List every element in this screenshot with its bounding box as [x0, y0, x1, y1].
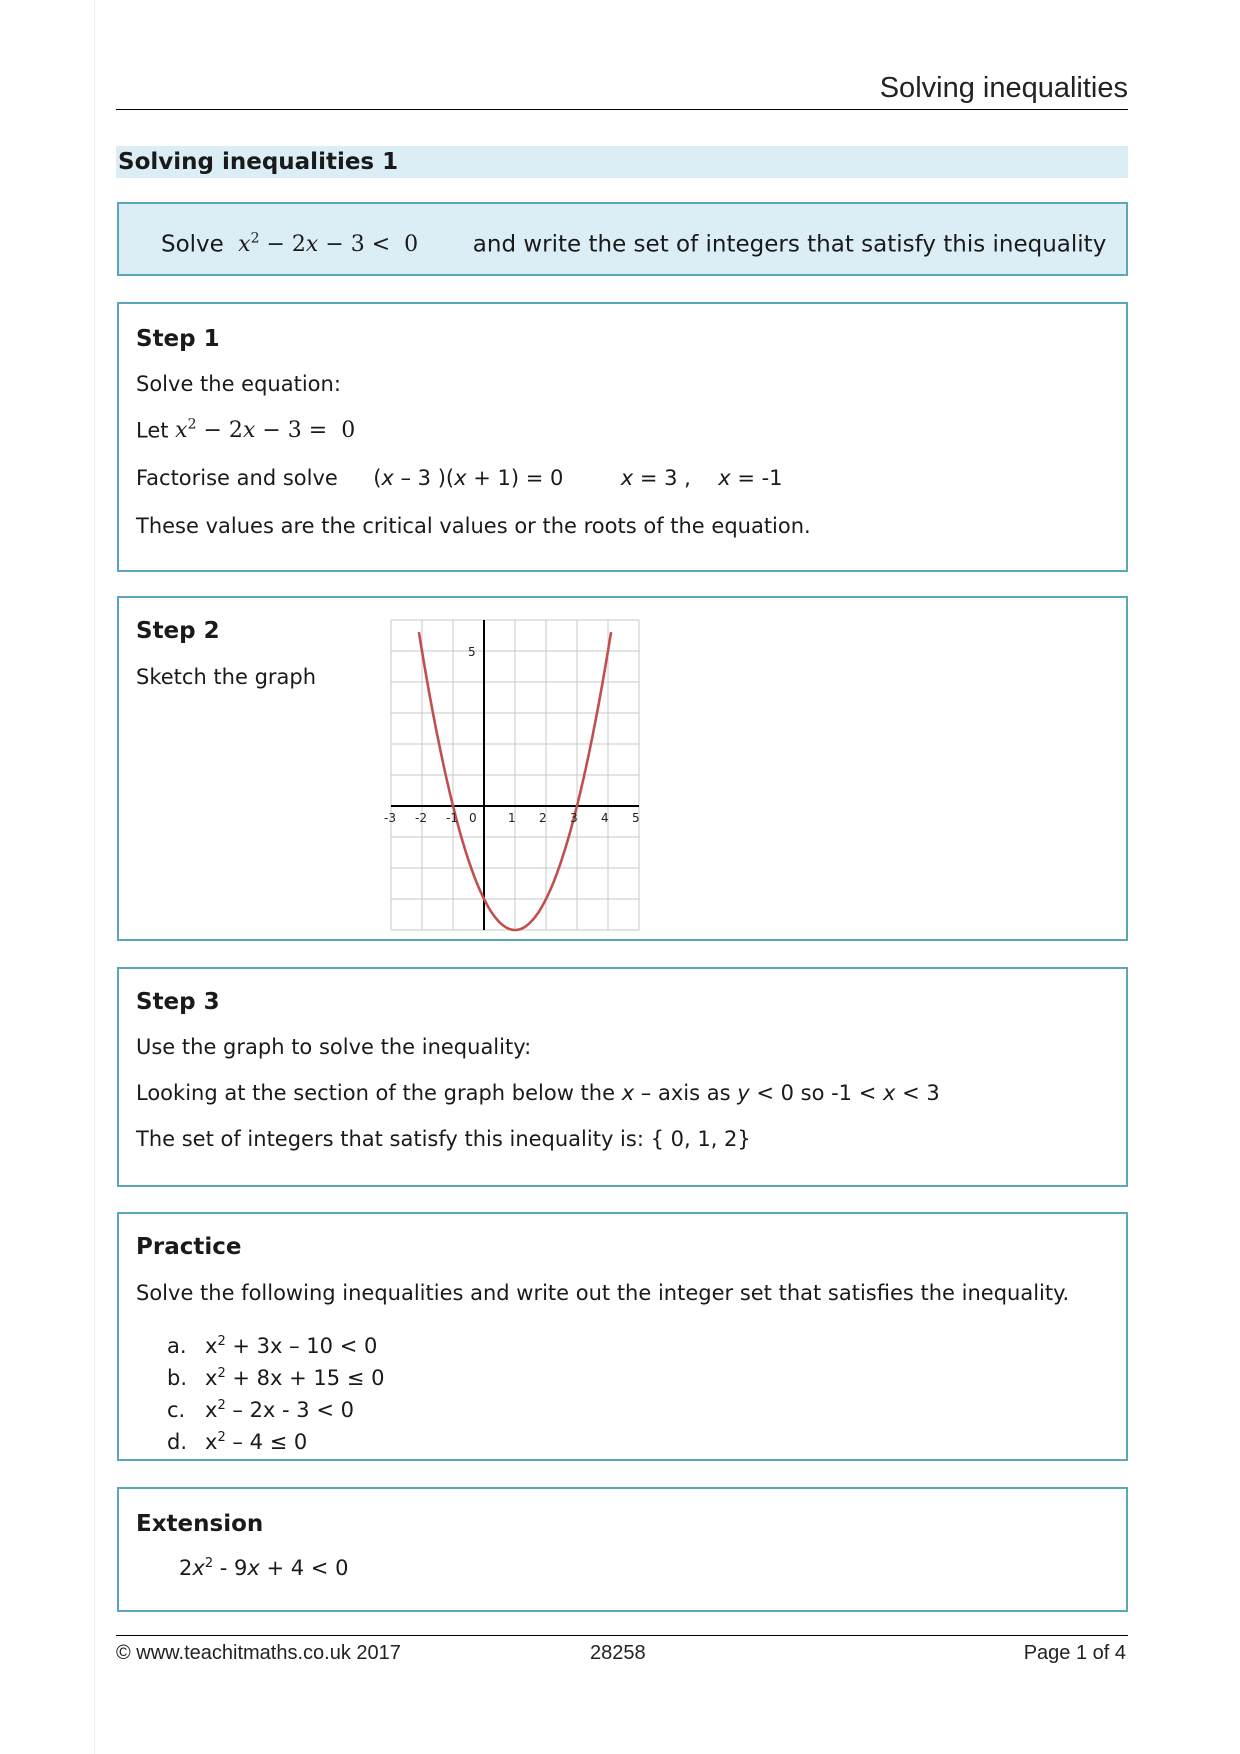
practice-title: Practice [136, 1234, 242, 1260]
problem-tail: and write the set of integers that satisfy this inequality [472, 231, 1107, 258]
step1-let-line [136, 417, 355, 443]
x-tick-label: -3 [384, 811, 396, 825]
step1-equation: $x^2 - 2x - 3 = 0$ [175, 417, 356, 444]
step1-factorise-line [136, 466, 783, 490]
step2-line1: Sketch the graph [136, 665, 317, 689]
footer-resource-code: 28258 [590, 1642, 646, 1664]
page-header-title: Solving inequalities [879, 72, 1128, 104]
step3-box [117, 967, 1128, 1187]
x-tick-label: 1 [508, 811, 516, 825]
step3-line2: Looking at the section of the graph below the x – axis as y < 0 so -1 < x < 3 [136, 1081, 940, 1105]
section-title: Solving inequalities 1 [116, 146, 1128, 178]
step1-factorised: (x – 3 )(x + 1) = 0 [373, 466, 564, 490]
x-tick-label: 4 [601, 811, 609, 825]
step3-title: Step 3 [136, 989, 220, 1015]
step1-root-1: x = 3 , [620, 466, 691, 490]
x-tick-label: 3 [570, 811, 578, 825]
extension-inequality: $2x^2 - 9x + 4 < 0$ [179, 1556, 349, 1580]
practice-item: d. $x^2 - 4 \le 0$ [167, 1430, 308, 1454]
step3-line3: The set of integers that satisfy this inequality is: { 0, 1, 2} [136, 1127, 751, 1151]
practice-item: c. $x^2 - 2x - 3 < 0$ [167, 1398, 354, 1422]
step1-title: Step 1 [136, 326, 220, 352]
parabola-graph [369, 608, 640, 928]
problem-inequality: $x^2 - 2x - 3 < 0$ [238, 231, 419, 258]
step1-factorise-label: Factorise and solve [136, 466, 338, 490]
practice-line1: Solve the following inequalities and write out the integer set that satisfies the inequality. [136, 1281, 1070, 1305]
extension-box [117, 1487, 1128, 1612]
step1-line4: These values are the critical values or the roots of the equation. [136, 514, 811, 538]
x-tick-label: 0 [469, 811, 477, 825]
step2-box [117, 596, 1128, 941]
footer-page-number: Page 1 of 4 [1023, 1642, 1126, 1664]
x-tick-label: 5 [632, 811, 640, 825]
practice-list [167, 1328, 384, 1456]
practice-item: b. $x^2 + 8x + 15 \le 0$ [167, 1366, 385, 1390]
footer-copyright: © www.teachitmaths.co.uk 2017 [116, 1642, 401, 1664]
page-edge [94, 0, 95, 1754]
step3-line1: Use the graph to solve the inequality: [136, 1035, 532, 1059]
step1-let-word: Let [136, 418, 169, 443]
step1-root-2: x = -1 [718, 466, 783, 490]
extension-title: Extension [136, 1511, 264, 1537]
y-tick-label: 5 [468, 645, 476, 659]
x-tick-label: 2 [539, 811, 547, 825]
step1-box [117, 302, 1128, 572]
header-rule [116, 109, 1128, 110]
x-tick-label: -1 [446, 811, 458, 825]
practice-box [117, 1212, 1128, 1461]
problem-box [117, 202, 1128, 276]
x-tick-label: -2 [415, 811, 427, 825]
step2-title: Step 2 [136, 618, 220, 644]
footer-rule [116, 1635, 1128, 1636]
practice-item: a. $x^2 + 3x - 10 < 0$ [167, 1334, 378, 1358]
step1-line1: Solve the equation: [136, 372, 341, 396]
problem-solve-word: Solve [161, 231, 224, 258]
